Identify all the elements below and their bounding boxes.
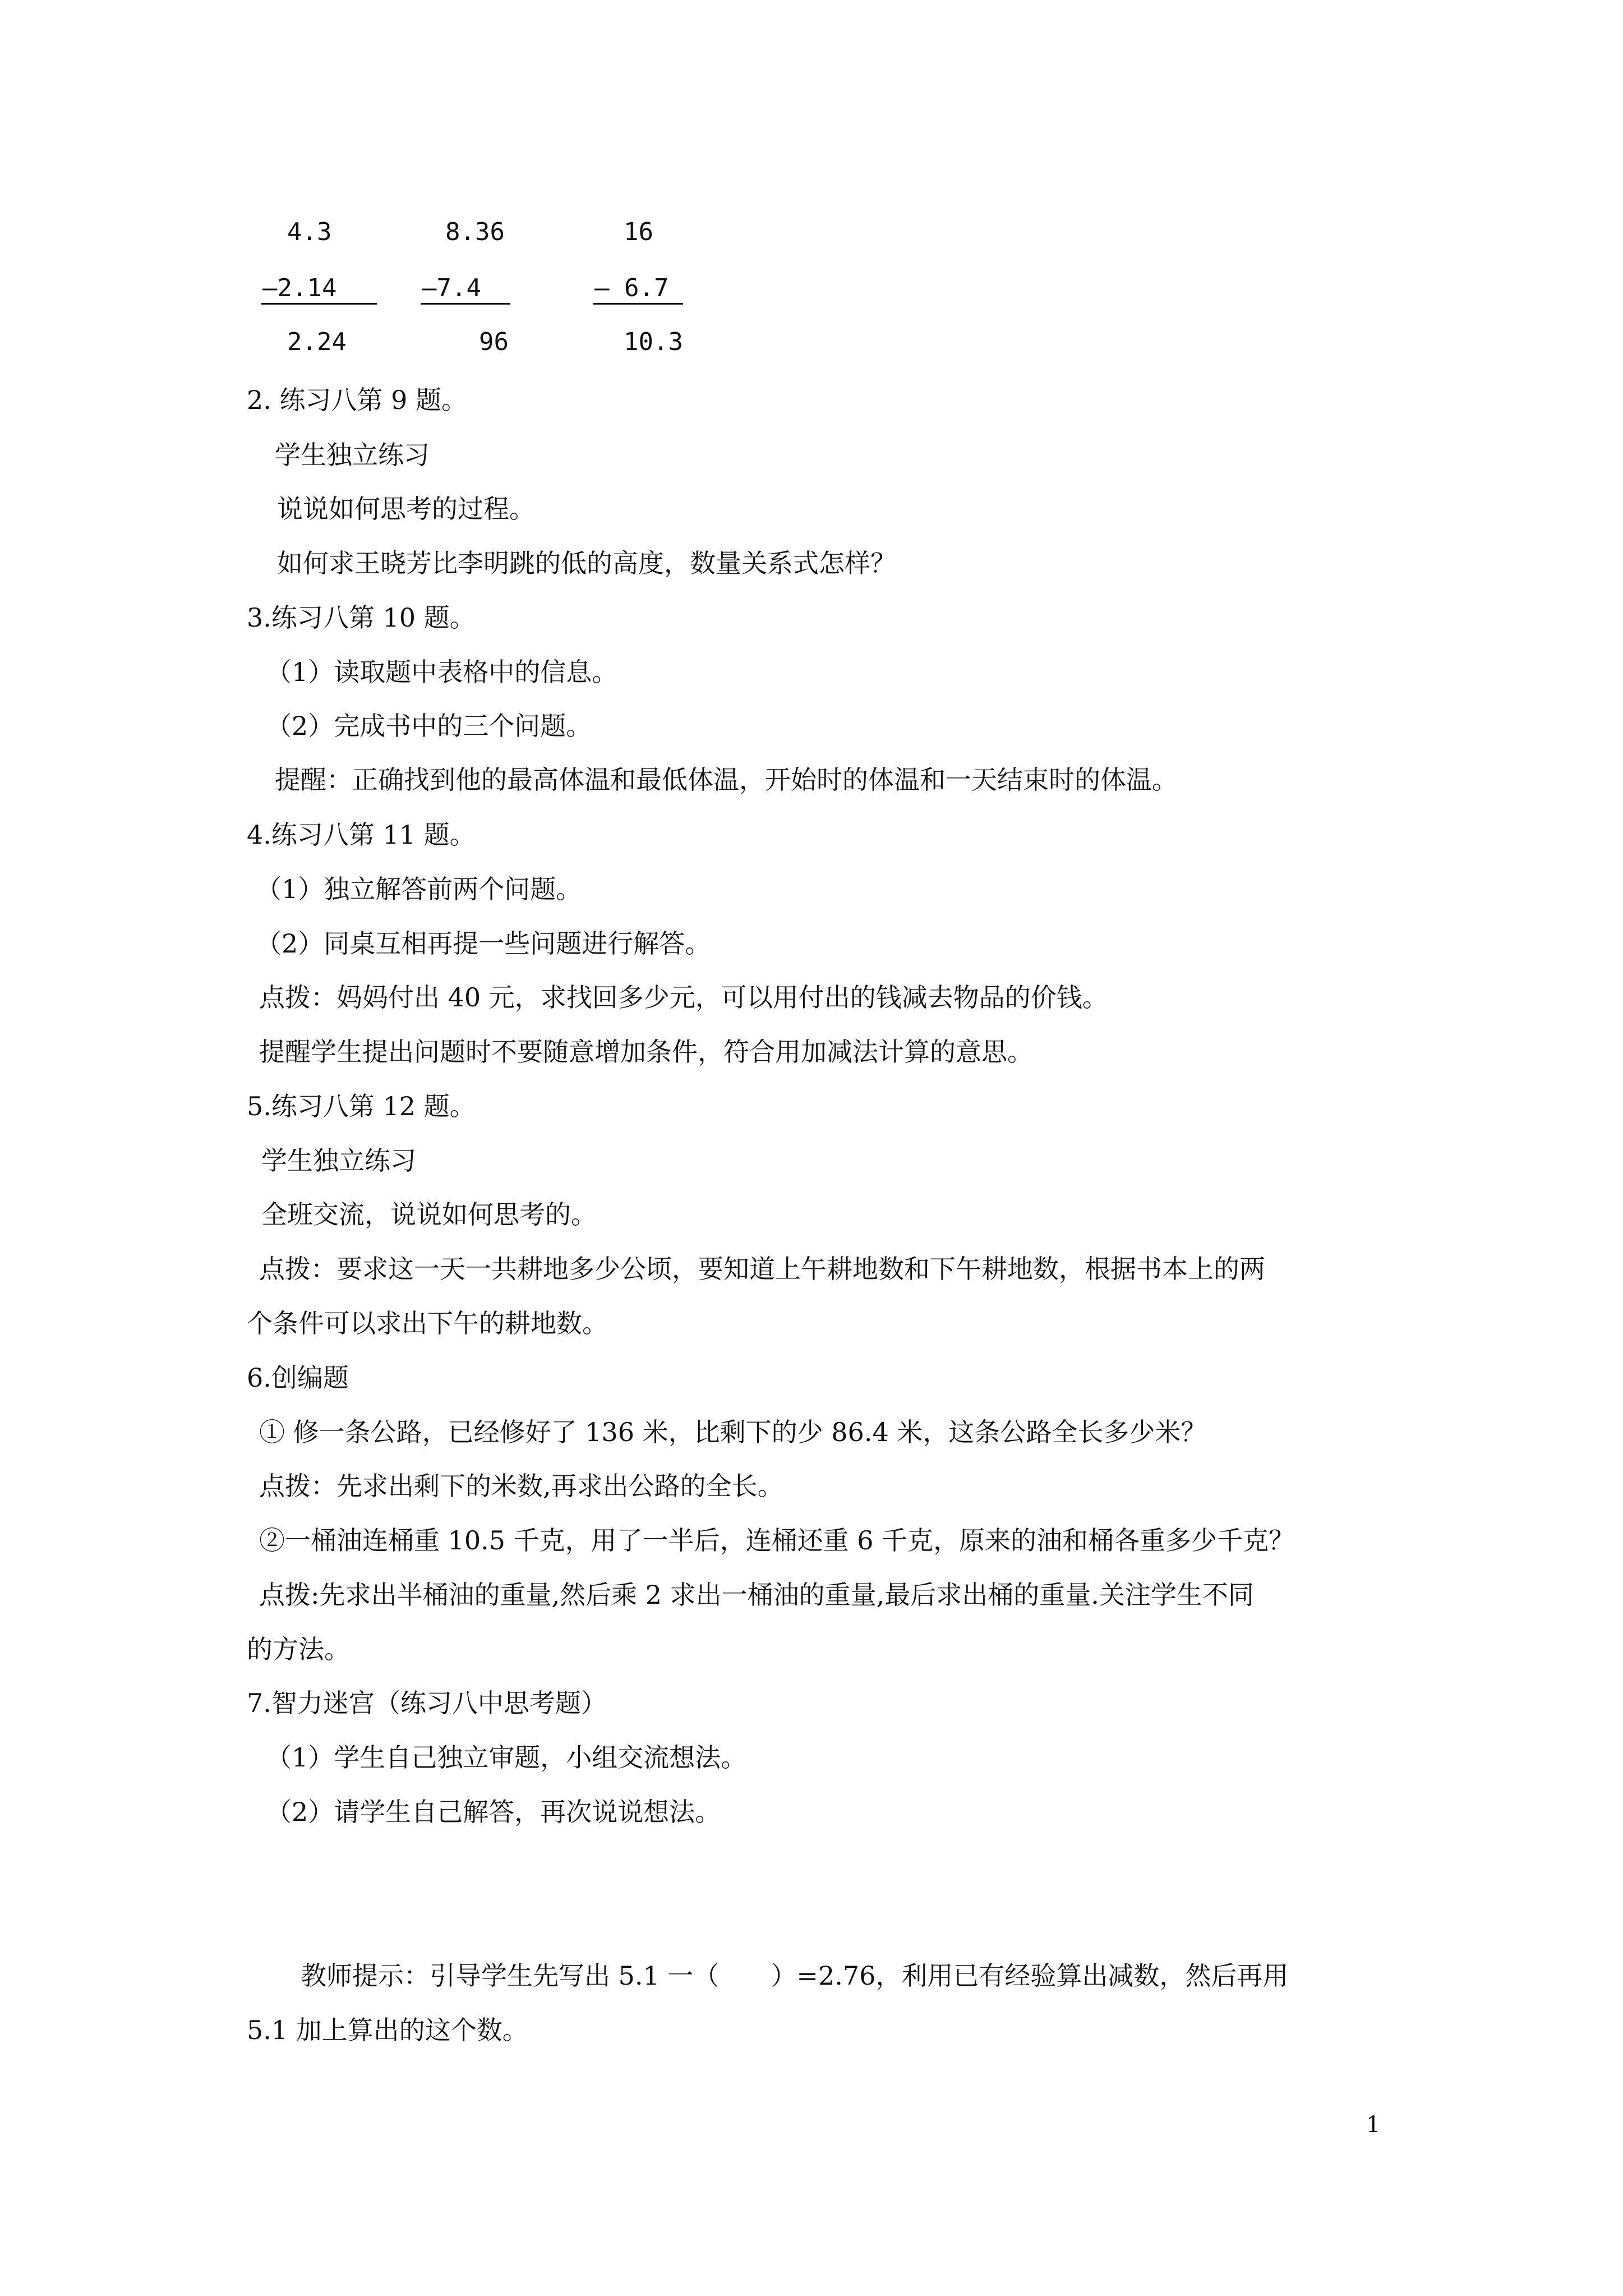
line-oil-problem: ②一桶油连桶重 10.5 千克，用了一半后，连桶还重 6 千克，原来的油和桶各重多少千克？ [259,1525,1295,1556]
line-independent-practice: 学生独立练习 [275,440,430,470]
line-deskmate-questions: （2）同桌互相再提一些问题进行解答。 [256,928,711,959]
line-oil-hint: 点拨:先求出半桶油的重量,然后乘 2 求出一桶油的重量,最后求出桶的重量.关注学生不同 [259,1580,1254,1610]
line-height-question: 如何求王晓芳比李明跳的低的高度，数量关系式怎样？ [277,548,896,578]
line-independent-practice-2: 学生独立练习 [261,1145,416,1176]
line-road-hint: 点拨：先求出剩下的米数,再求出公路的全长。 [259,1471,783,1501]
calc-3-underline [593,303,683,305]
page-number: 1 [1366,2112,1381,2138]
calc-1-sub: —2.14 [262,274,337,302]
line-class-discussion: 全班交流，说说如何思考的。 [261,1199,597,1230]
calc-3-sub: — 6.7 [594,274,669,302]
line-answer-first-two: （1）独立解答前两个问题。 [256,874,582,904]
line-change-hint: 点拨：妈妈付出 40 元，求找回多少元，可以用付出的钱减去物品的价钱。 [259,982,1108,1013]
calc-1-result: 2.24 [287,328,347,356]
line-farmland-hint: 点拨：要求这一天一共耕地多少公顷，要知道上午耕地数和下午耕地数，根据书本上的两 [259,1254,1265,1284]
line-three-questions: （2）完成书中的三个问题。 [266,711,592,741]
line-oil-hint-cont: 的方法。 [247,1634,350,1664]
heading-creative-problems: 6.创编题 [247,1363,349,1393]
calc-2-top: 8.36 [445,218,505,246]
heading-exercise-12: 5.练习八第 12 题。 [247,1091,476,1121]
teacher-tip-line-1: 教师提示：引导学生先写出 5.1 一（ ）=2.76，利用已有经验算出减数，然后再用 [301,1961,1289,1991]
heading-maze: 7.智力迷宫（练习八中思考题） [247,1688,607,1718]
line-farmland-hint-cont: 个条件可以求出下午的耕地数。 [247,1308,608,1338]
heading-exercise-11: 4.练习八第 11 题。 [247,820,476,850]
calc-2-underline [421,303,510,305]
line-answer-again: （2）请学生自己解答，再次说说想法。 [266,1797,721,1827]
calc-1-top: 4.3 [287,218,332,246]
calc-1-underline [261,303,377,305]
line-thinking-process: 说说如何思考的过程。 [277,494,535,524]
calc-3-result: 10.3 [624,328,683,356]
calc-3-top: 16 [624,218,653,246]
teacher-tip-line-2: 5.1 加上算出的这个数。 [247,2015,528,2045]
calc-2-result: 96 [479,328,509,356]
line-review-problem: （1）学生自己独立审题，小组交流想法。 [266,1742,747,1773]
calc-2-sub: —7.4 [422,274,481,302]
line-road-problem: ① 修一条公路，已经修好了 136 米，比剩下的少 86.4 米，这条公路全长多少米？ [259,1417,1207,1447]
line-temperature-reminder: 提醒：正确找到他的最高体温和最低体温，开始时的体温和一天结束时的体温。 [275,765,1178,795]
heading-exercise-9: 2. 练习八第 9 题。 [247,385,468,415]
heading-exercise-10: 3.练习八第 10 题。 [247,602,476,633]
line-conditions-reminder: 提醒学生提出问题时不要随意增加条件，符合用加减法计算的意思。 [259,1037,1033,1067]
line-read-table: （1）读取题中表格中的信息。 [266,657,618,687]
